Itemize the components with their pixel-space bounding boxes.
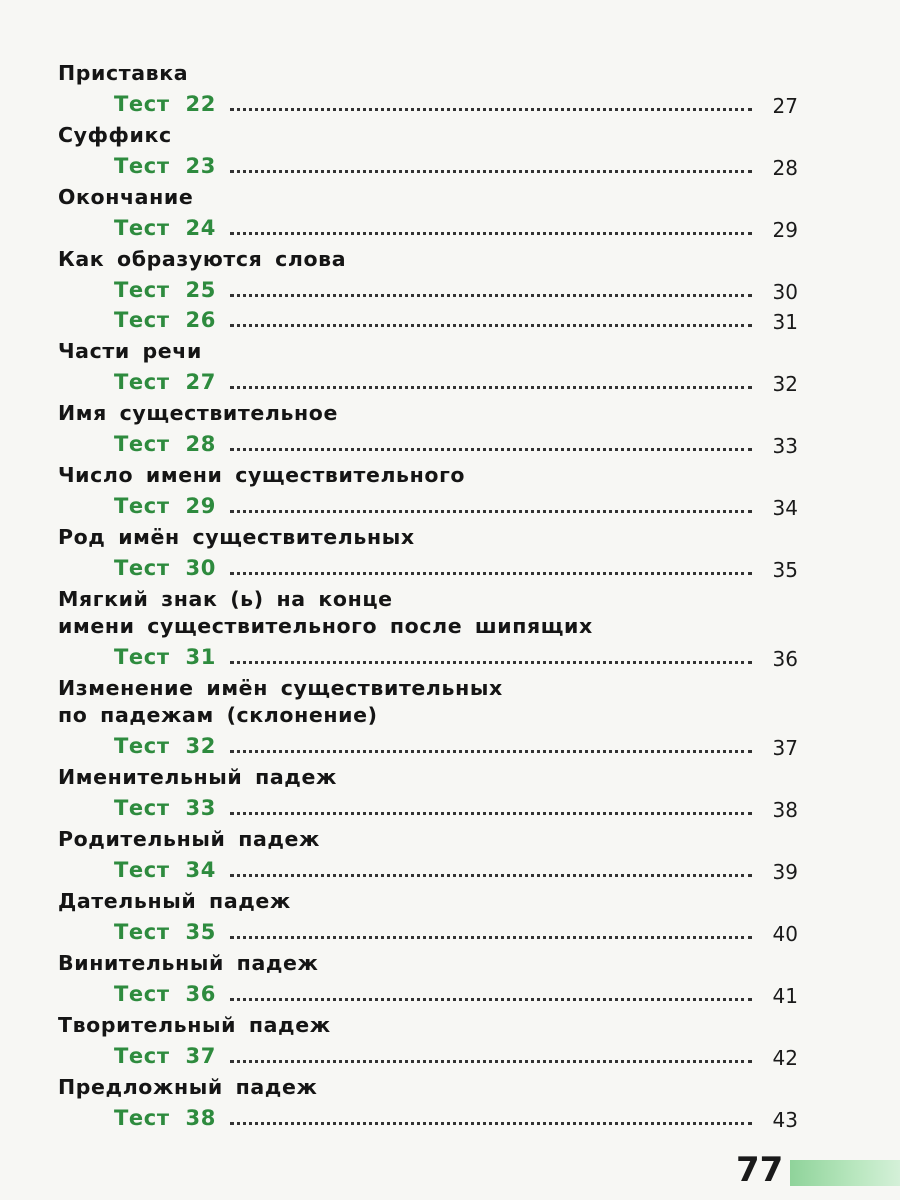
toc-entry bbox=[58, 273, 798, 303]
page-number: 31 bbox=[772, 310, 798, 334]
dot-leader bbox=[230, 169, 752, 173]
green-page-band bbox=[790, 1160, 900, 1186]
dot-leader bbox=[230, 997, 752, 1001]
toc-entry bbox=[58, 1101, 798, 1131]
toc-entry bbox=[58, 365, 798, 395]
section-title: Имя существительное bbox=[58, 401, 338, 425]
section-title: Число имени существительного bbox=[58, 463, 466, 487]
test-label: Тест 37 bbox=[114, 1044, 216, 1068]
toc-section bbox=[58, 462, 798, 519]
section-title: Как образуются слова bbox=[58, 247, 347, 271]
dot-leader bbox=[230, 660, 752, 664]
toc-entry bbox=[58, 729, 798, 759]
toc-section bbox=[58, 60, 798, 117]
toc-section bbox=[58, 338, 798, 395]
test-label: Тест 25 bbox=[114, 278, 216, 302]
toc-section bbox=[58, 675, 798, 759]
test-label: Тест 30 bbox=[114, 556, 216, 580]
test-label: Тест 32 bbox=[114, 734, 216, 758]
dot-leader bbox=[230, 1121, 752, 1125]
toc-section bbox=[58, 246, 798, 333]
page-number: 39 bbox=[772, 860, 798, 884]
dot-leader bbox=[230, 447, 752, 451]
toc-entry bbox=[58, 489, 798, 519]
toc-entry bbox=[58, 791, 798, 821]
page-number: 34 bbox=[772, 496, 798, 520]
section-title: Окончание bbox=[58, 185, 194, 209]
section-title: Родительный падеж bbox=[58, 827, 321, 851]
section-title: Изменение имён существительных по падежам (склонение) bbox=[58, 676, 503, 727]
test-label: Тест 38 bbox=[114, 1106, 216, 1130]
toc-section bbox=[58, 524, 798, 581]
toc-entry bbox=[58, 853, 798, 883]
test-label: Тест 22 bbox=[114, 92, 216, 116]
page-number: 29 bbox=[772, 218, 798, 242]
test-label: Тест 24 bbox=[114, 216, 216, 240]
dot-leader bbox=[230, 749, 752, 753]
page-number: 36 bbox=[772, 647, 798, 671]
dot-leader bbox=[230, 935, 752, 939]
dot-leader bbox=[230, 571, 752, 575]
page-number: 42 bbox=[772, 1046, 798, 1070]
toc-entry bbox=[58, 977, 798, 1007]
dot-leader bbox=[230, 323, 752, 327]
section-title: Приставка bbox=[58, 61, 189, 85]
toc-entry bbox=[58, 915, 798, 945]
toc-section bbox=[58, 400, 798, 457]
toc-section bbox=[58, 1074, 798, 1131]
toc-section bbox=[58, 764, 798, 821]
section-title: Винительный падеж bbox=[58, 951, 319, 975]
section-title: Творительный падеж bbox=[58, 1013, 331, 1037]
toc-entry bbox=[58, 149, 798, 179]
folio-page-number: 77 bbox=[736, 1150, 784, 1190]
page-number: 28 bbox=[772, 156, 798, 180]
section-title: Предложный падеж bbox=[58, 1075, 318, 1099]
test-label: Тест 29 bbox=[114, 494, 216, 518]
toc-entry bbox=[58, 87, 798, 117]
dot-leader bbox=[230, 873, 752, 877]
dot-leader bbox=[230, 107, 752, 111]
test-label: Тест 34 bbox=[114, 858, 216, 882]
toc-section bbox=[58, 888, 798, 945]
test-label: Тест 33 bbox=[114, 796, 216, 820]
section-title: Именительный падеж bbox=[58, 765, 337, 789]
toc-section bbox=[58, 950, 798, 1007]
test-label: Тест 35 bbox=[114, 920, 216, 944]
toc-entry bbox=[58, 1039, 798, 1069]
test-label: Тест 23 bbox=[114, 154, 216, 178]
toc-entry bbox=[58, 303, 798, 333]
page-number: 35 bbox=[772, 558, 798, 582]
dot-leader bbox=[230, 509, 752, 513]
page-number: 43 bbox=[772, 1108, 798, 1132]
page-number: 33 bbox=[772, 434, 798, 458]
dot-leader bbox=[230, 385, 752, 389]
section-title: Дательный падеж bbox=[58, 889, 291, 913]
dot-leader bbox=[230, 811, 752, 815]
toc-entry bbox=[58, 640, 798, 670]
page-number: 38 bbox=[772, 798, 798, 822]
section-title: Части речи bbox=[58, 339, 202, 363]
page-number: 41 bbox=[772, 984, 798, 1008]
section-title: Род имён существительных bbox=[58, 525, 415, 549]
toc-section bbox=[58, 184, 798, 241]
toc-section bbox=[58, 1012, 798, 1069]
section-title: Суффикс bbox=[58, 123, 172, 147]
toc-entry bbox=[58, 427, 798, 457]
dot-leader bbox=[230, 293, 752, 297]
dot-leader bbox=[230, 231, 752, 235]
test-label: Тест 26 bbox=[114, 308, 216, 332]
toc-section bbox=[58, 586, 798, 670]
page-number: 30 bbox=[772, 280, 798, 304]
test-label: Тест 27 bbox=[114, 370, 216, 394]
toc-section bbox=[58, 122, 798, 179]
toc-section bbox=[58, 826, 798, 883]
page-number: 27 bbox=[772, 94, 798, 118]
test-label: Тест 28 bbox=[114, 432, 216, 456]
test-label: Тест 36 bbox=[114, 982, 216, 1006]
page-number: 32 bbox=[772, 372, 798, 396]
test-label: Тест 31 bbox=[114, 645, 216, 669]
page-number: 40 bbox=[772, 922, 798, 946]
table-of-contents bbox=[58, 60, 798, 1136]
toc-entry bbox=[58, 211, 798, 241]
section-title: Мягкий знак (ь) на конце имени существительного после шипящих bbox=[58, 587, 593, 638]
page-number: 37 bbox=[772, 736, 798, 760]
dot-leader bbox=[230, 1059, 752, 1063]
toc-entry bbox=[58, 551, 798, 581]
